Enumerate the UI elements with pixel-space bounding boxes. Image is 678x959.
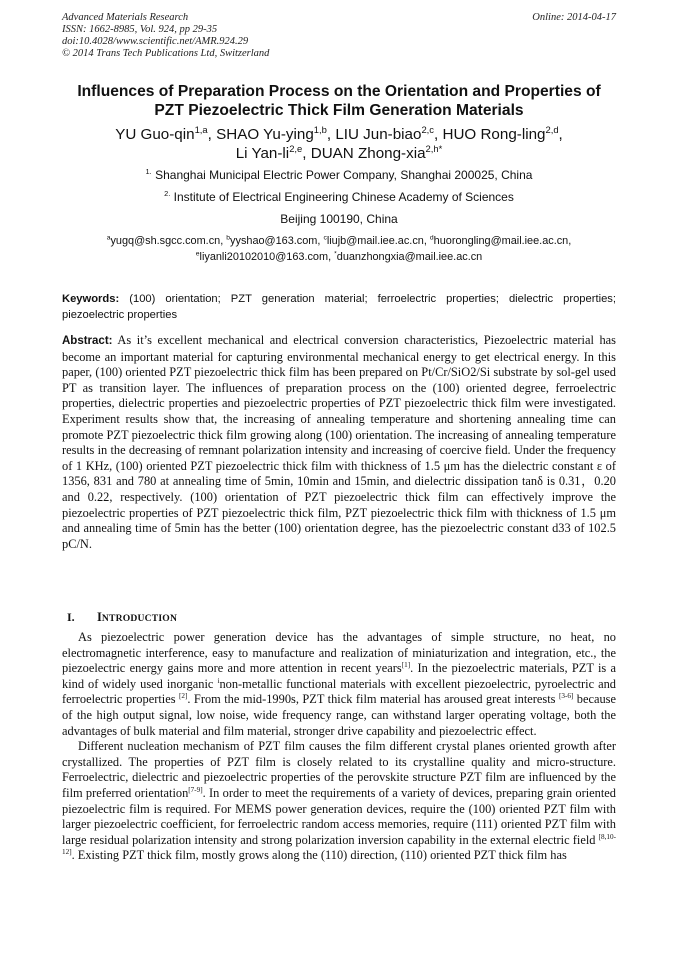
citation-ref: [8,10-12]: [62, 832, 616, 857]
author-affiliation-mark: 2,d: [545, 123, 559, 135]
abstract: [62, 333, 616, 552]
paper-title-line-2: PZT Piezoelectric Thick Film Generation Materials: [154, 101, 524, 119]
keywords-label: Keywords:: [62, 293, 120, 305]
section-heading-initial: I: [97, 610, 102, 624]
journal-doi: doi:10.4028/www.scientific.net/AMR.924.29: [62, 36, 249, 47]
email-separator: ,: [220, 235, 224, 247]
email-mark: d: [429, 234, 434, 242]
email-mark: b: [226, 234, 231, 242]
author-name: Li Yan-li: [235, 145, 290, 162]
affiliation-1: [62, 168, 616, 182]
citation-ref: [3-6]: [558, 692, 574, 701]
email-entry: [226, 235, 320, 247]
email-entry: [196, 251, 331, 263]
body-text: . Existing PZT thick film, mostly grows along the (110) direction, (110) oriented PZT thick film has: [71, 848, 567, 863]
body-text: As piezoelectric power generation device has the advantages of simple structure, no heat, no electromagnetic interference, easy to manufacture and realization of miniaturization and integration, etc., the piezoelectric energy gains more and more attention in recent years: [62, 630, 616, 676]
keywords: [62, 291, 616, 323]
online-date: Online: 2014-04-17: [532, 12, 616, 23]
affiliation-2-text: Institute of Electrical Engineering Chinese Academy of Sciences: [173, 190, 514, 204]
paper-title: [62, 83, 616, 120]
author-affiliation-mark: 2,h*: [425, 142, 443, 154]
author-list: [62, 125, 616, 163]
email-separator: ,: [568, 235, 572, 247]
email-separator: ,: [328, 251, 332, 263]
section-heading-introduction: [67, 610, 177, 626]
keywords-text: (100) orientation; PZT generation material; ferroelectric properties; dielectric properties; piezoelectric properties: [62, 293, 616, 321]
email-address: huorongling@mail.iee.ac.cn: [433, 235, 569, 247]
author-affiliation-mark: 2,e: [289, 142, 303, 154]
author-affiliation-mark: 1,b: [313, 123, 327, 135]
abstract-label: Abstract:: [62, 335, 113, 347]
abstract-text: As it’s excellent mechanical and electrical conversion characteristics, Piezoelectric material has become an important material for capturing environmental mechanical energy to get electrical energy. In this paper, (100) oriented PZT piezoelectric thick film has been prepared on Pt/Cr/SiO2/Si substrate by sol-gel used PT as transition layer. The influences of preparation process on the (100) oriented degree, ferroelectric properties, dielectric properties and piezoelectric properties of PZT piezoelectric thick film were investigated. Experiment results show that, the increasing of annealing temperature and shortening annealing time can promote PZT piezoelectric thick film growing along (100) orientation. The increasing of annealing temperature results in the decreasing of remnant polarization intensity and increasing of coercive field. Under the frequency of 1 KHz, (100) oriented PZT piezoelectric thick film with thickness of 1.5 μm has the dielectric constant ε of 1356, 831 and 780 at annealing time of 5min, 10min and 15min, and dielectric dissipation tanδ is 0.31，0.20 and 0.22, respectively. (100) orientation of PZT piezoelectric thick film can effectively improve the piezoelectric properties of PZT piezoelectric thick film, PZT piezoelectric thick film with thickness of 1.5 μm and annealing time of 5min has the better (100) orientation degree, has the piezoelectric constant d33 of 102.5 pC/N.: [62, 333, 616, 551]
email-mark: e: [195, 250, 200, 258]
email-entry: [430, 235, 571, 247]
email-list: [62, 233, 616, 265]
affiliation-2-mark: 2.: [164, 189, 171, 198]
author-affiliation-mark: 2,c: [421, 123, 435, 135]
citation-ref: [2]: [178, 692, 188, 701]
paper-title-line-1: Influences of Preparation Process on the Orientation and Properties of: [77, 83, 601, 100]
email-address: liyanli20102010@163.com: [199, 251, 329, 263]
author-name: DUAN Zhong-xia: [310, 145, 426, 162]
section-number: I.: [67, 610, 75, 624]
affiliation-2: [62, 190, 616, 204]
email-address: yyshao@163.com: [230, 235, 318, 247]
author: [335, 123, 439, 143]
author-name: LIU Jun-biao: [335, 126, 422, 143]
journal-copyright: © 2014 Trans Tech Publications Ltd, Switzerland: [62, 48, 270, 59]
email-entry: [334, 251, 482, 263]
affiliation-1-mark: 1.: [145, 167, 152, 176]
email-entry: [107, 235, 224, 247]
author-separator: ,: [558, 126, 563, 143]
section-heading-rest: NTRODUCTION: [101, 613, 178, 624]
author-separator: ,: [207, 126, 212, 143]
introduction-body: [62, 630, 616, 864]
email-mark: c: [323, 234, 327, 242]
body-text: because of the high output signal, low noise, wide frequency range, can withstand larger operating voltage, both the advantages of bulk material and film material, stronger drive capability and piezoelectric effect.: [62, 692, 616, 738]
journal-header: [62, 12, 616, 60]
intro-paragraph-1: [62, 630, 616, 739]
author-separator: ,: [302, 145, 307, 162]
journal-name: Advanced Materials Research: [62, 12, 189, 23]
email-separator: ,: [317, 235, 321, 247]
author-name: YU Guo-qin: [115, 126, 195, 143]
author: [115, 123, 212, 143]
author-separator: ,: [326, 126, 332, 143]
citation-ref: i: [217, 676, 220, 685]
journal-issn: ISSN: 1662-8985, Vol. 924, pp 29-35: [62, 24, 218, 35]
email-entry: [323, 235, 426, 247]
affiliation-1-text: Shanghai Municipal Electric Power Company, Shanghai 200025, China: [155, 168, 533, 182]
author: [216, 123, 332, 143]
email-address: yugq@sh.sgcc.com.cn: [110, 235, 221, 247]
email-address: duanzhongxia@mail.iee.ac.cn: [336, 251, 483, 263]
email-mark: a: [106, 234, 111, 242]
body-text: . In order to meet the requirements of a variety of devices, preparing grain oriented piezoelectric film is required. For MEMS power generation devices, require the (100) oriented PZT film with larger piezoelectric coefficient, for ferroelectric random access memories, require (111) oriented PZT film with large residual polarization intensity and strong polarization inversion capability in the external electric field: [62, 785, 616, 847]
citation-ref: [1]: [401, 661, 411, 670]
author: [442, 123, 563, 143]
email-address: liujb@mail.iee.ac.cn: [326, 235, 424, 247]
author: [235, 142, 307, 162]
affiliation-2-city: Beijing 100190, China: [280, 212, 398, 226]
author: [310, 142, 443, 162]
citation-ref: [7-9]: [188, 785, 203, 794]
author-separator: ,: [434, 126, 439, 143]
email-separator: ,: [423, 235, 427, 247]
author-name: SHAO Yu-ying: [216, 126, 314, 143]
body-text: non-metallic functional materials with excellent piezoelectric, pyroelectric and ferroelectric properties: [62, 676, 616, 707]
intro-paragraph-2: [62, 739, 616, 864]
body-text: Different nucleation mechanism of PZT film causes the film different crystal planes oriented growth after crystallized. The properties of PZT film is closely related to its crystalline quality and micro-structure. Ferroelectric, dielectric and piezoelectric properties of the perovskite structure PZT film are influenced by the film preferred orientation: [62, 739, 616, 800]
email-mark: *: [334, 250, 337, 258]
author-name: HUO Rong-ling: [442, 126, 546, 143]
body-text: . From the mid-1990s, PZT thick film material has aroused great interests: [187, 692, 559, 707]
author-affiliation-mark: 1,a: [194, 123, 208, 135]
body-text: . In the piezoelectric materials, PZT is a kind of widely used inorganic: [62, 661, 617, 691]
